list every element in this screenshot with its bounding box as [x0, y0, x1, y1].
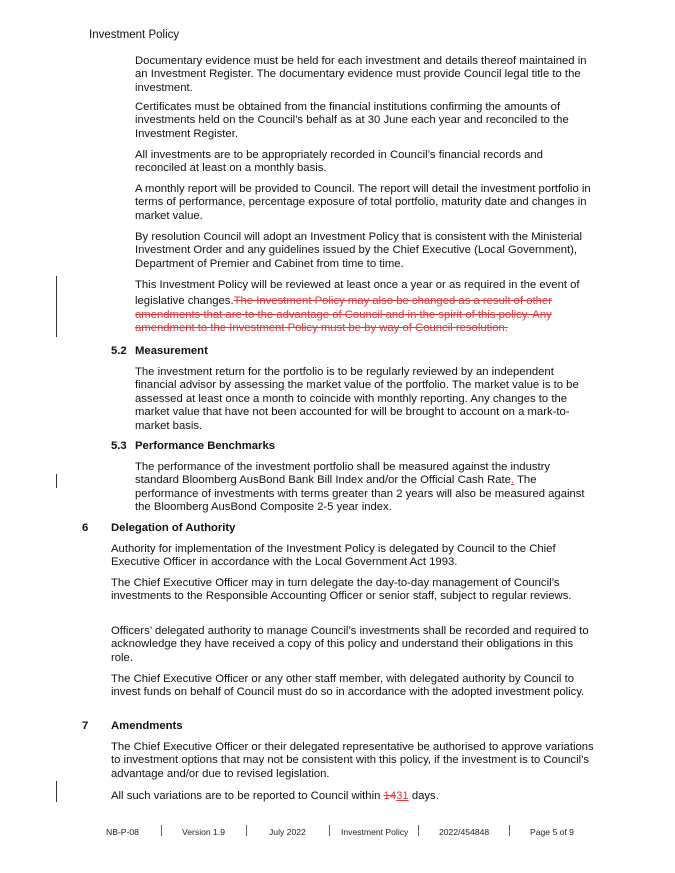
benchmarks-text: The performance of the investment portfolio shall be measured against the industry standard Bloomberg AusBond Bank Bill Index and/or the Official Cash Rate — [135, 461, 551, 487]
paragraph-certificates: Certificates must be obtained from the financial institutions confirming the amounts of investments held on the Council’s behalf as at 30 June each year and reconciled to the Investment Register. — [135, 101, 569, 140]
paragraph-review — [135, 279, 595, 336]
paragraph-amendments-1: The Chief Executive Officer or their delegated representative be authorised to approve variations to investment options that may not be consistent with this policy, if the investment is to Council’s advantage and/or due to revised legislation. — [111, 741, 594, 780]
section-number: 6 — [82, 522, 89, 534]
section-5-3-heading — [111, 440, 275, 453]
amendments-text: All such variations are to be reported to Council within — [111, 790, 384, 802]
change-bar — [56, 474, 57, 488]
section-title: Measurement — [135, 345, 208, 357]
change-bar — [56, 276, 57, 337]
footer-ref: 2022/454848 — [439, 827, 490, 837]
footer-doc-id: NB-P-08 — [106, 827, 139, 837]
section-title: Delegation of Authority — [111, 522, 236, 534]
section-number: 5.3 — [111, 440, 127, 452]
paragraph-delegation-2: The Chief Executive Officer may in turn delegate the day-to-day management of Council’s investments to the Responsible Accounting Officer or senior staff, subject to regular reviews. — [111, 577, 572, 603]
paragraph-resolution: By resolution Council will adopt an Investment Policy that is consistent with the Ministerial Investment Order and any guidelines issued by the Chief Executive (Local Government), Department of Premier and Cabinet from time to time. — [135, 231, 583, 270]
tracked-insertion: . — [510, 474, 515, 487]
section-6-heading — [82, 522, 235, 535]
paragraph-delegation-3: Officers’ delegated authority to manage Council’s investments shall be recorded and required to acknowledge they have received a copy of this policy and understand their obligations in this role. — [111, 625, 589, 664]
footer-title: Investment Policy — [341, 827, 409, 837]
review-line-2: legislative changes. — [135, 295, 234, 308]
tracked-deletion: The Investment Policy may also be changed as a result of other amendments that are to the advantage of Council and in the spirit of this policy. Any amendment to the Investment Policy must be by way of Council resolution. — [135, 295, 552, 335]
paragraph-measurement: The investment return for the portfolio is to be regularly reviewed by an independent financial advisor by assessing the market value of the portfolio. The market value is to be assessed at least once a month to coincide with monthly reporting. Any changes to the market value that have not been accounted for will be brought to account on a mark-to-market basis. — [135, 366, 579, 432]
section-7-heading — [82, 720, 183, 733]
footer-separator — [509, 825, 510, 836]
benchmarks-text-cont: The performance of investments with terms greater than 2 years will also be measured against the Bloomberg AusBond Composite 2-5 year index. — [135, 474, 585, 514]
paragraph-recording: All investments are to be appropriately recorded in Council’s financial records and reconciled at least on a monthly basis. — [135, 149, 543, 175]
paragraph-delegation-1: Authority for implementation of the Investment Policy is delegated by Council to the Chief Executive Officer in accordance with the Local Government Act 1993. — [111, 543, 556, 569]
footer-date: July 2022 — [269, 827, 306, 837]
paragraph-amendments-2 — [111, 790, 596, 803]
change-bar — [56, 781, 57, 802]
footer-separator — [418, 825, 419, 836]
paragraph-documentary-evidence: Documentary evidence must be held for each investment and details thereof maintained in an Investment Register. The documentary evidence must provide Council legal title to the investment. — [135, 55, 587, 94]
footer-separator — [161, 825, 162, 836]
section-title: Performance Benchmarks — [135, 440, 276, 452]
review-line-1: This Investment Policy will be reviewed at least once a year or as required in the event of — [135, 279, 580, 291]
section-title: Amendments — [111, 720, 183, 732]
footer-version: Version 1.9 — [182, 827, 225, 837]
paragraph-delegation-4: The Chief Executive Officer or any other staff member, with delegated authority by Council to invest funds on behalf of Council must do so in accordance with the adopted investment policy. — [111, 673, 585, 699]
amendments-text-end: days. — [408, 790, 439, 802]
paragraph-monthly-report: A monthly report will be provided to Council. The report will detail the investment portfolio in terms of performance, percentage exposure of total portfolio, maturity date and changes in market value. — [135, 183, 591, 222]
tracked-deletion: 14 — [383, 790, 397, 802]
tracked-insertion: 31 — [396, 790, 409, 802]
page-header: Investment Policy — [89, 29, 180, 41]
footer-separator — [246, 825, 247, 836]
section-5-2-heading — [111, 345, 208, 358]
section-number: 7 — [82, 720, 89, 732]
paragraph-benchmarks — [135, 461, 595, 515]
footer-separator — [329, 825, 330, 836]
section-number: 5.2 — [111, 345, 127, 357]
footer-page-number: Page 5 of 9 — [530, 827, 574, 837]
